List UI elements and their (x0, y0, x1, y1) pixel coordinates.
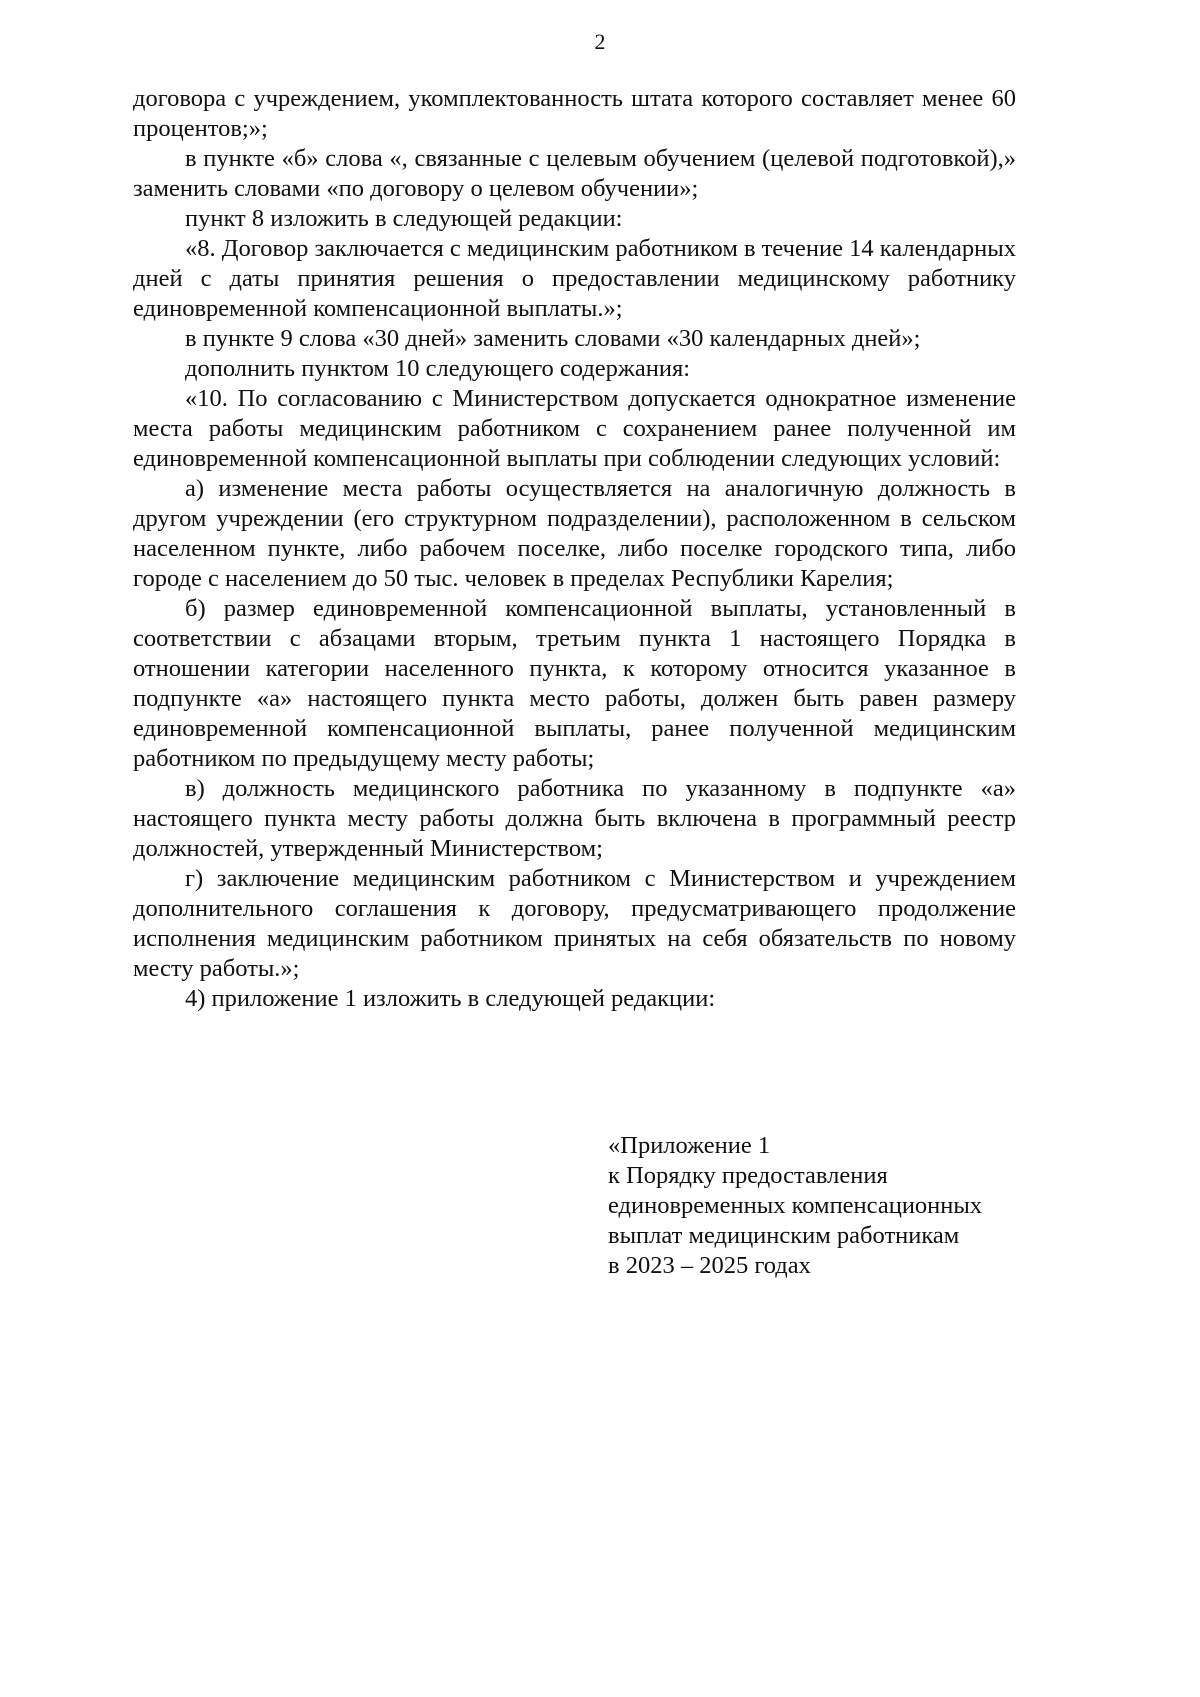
paragraph-subitem-v: в) должность медицинского работника по указанному в подпункте «а» настоящего пункта месту работы должна быть включена в программный реестр должностей, утвержденный Министерством; (133, 775, 1016, 862)
paragraph-subitem-a: а) изменение места работы осуществляется на аналогичную должность в другом учреждении (его структурном подразделении), расположенном в сельском населенном пункте, либо рабочем поселке, либо поселке городского типа, либо городе с населением до 50 тыс. человек в пределах Республики Карелия; (133, 475, 1016, 592)
appendix-title: «Приложение 1 (608, 1132, 771, 1159)
paragraph-point-8-text: «8. Договор заключается с медицинским работником в течение 14 календарных дней с даты принятия решения о предоставлении медицинскому работнику единовременной компенсационной выплаты.»; (133, 235, 1016, 322)
appendix-line: в 2023 – 2025 годах (608, 1252, 811, 1279)
paragraph-point-9: в пункте 9 слова «30 дней» заменить словами «30 календарных дней»; (185, 325, 921, 352)
paragraph-continuation: договора с учреждением, укомплектованность штата которого составляет менее 60 процентов;»; (133, 85, 1016, 142)
appendix-line: выплат медицинским работникам (608, 1222, 960, 1249)
appendix-line: единовременных компенсационных (608, 1192, 983, 1219)
appendix-header (608, 1131, 1088, 1281)
paragraph-appendix-intro: 4) приложение 1 изложить в следующей редакции: (185, 985, 716, 1012)
document-body (133, 84, 1016, 1014)
appendix-line: к Порядку предоставления (608, 1162, 888, 1189)
page-number: 2 (594, 29, 606, 54)
paragraph-point-8-intro: пункт 8 изложить в следующей редакции: (185, 205, 623, 232)
paragraph-point-10-intro: дополнить пунктом 10 следующего содержания: (185, 355, 691, 382)
paragraph-subitem-g: г) заключение медицинским работником с Министерством и учреждением дополнительного соглашения к договору, предусматривающего продолжение исполнения медицинским работником принятых на себя обязательств по новому месту работы.»; (133, 865, 1016, 982)
paragraph-point-10-text: «10. По согласованию с Министерством допускается однократное изменение места работы медицинским работником с сохранением ранее полученной им единовременной компенсационной выплаты при соблюдении следующих условий: (133, 385, 1016, 472)
paragraph-subitem-b: б) размер единовременной компенсационной выплаты, установленный в соответствии с абзацами вторым, третьим пункта 1 настоящего Порядка в отношении категории населенного пункта, к которому относится указанное в подпункте «а» настоящего пункта место работы, должен быть равен размеру единовременной компенсационной выплаты, ранее полученной медицинским работником по предыдущему месту работы; (133, 595, 1016, 772)
paragraph-item-b: в пункте «б» слова «, связанные с целевым обучением (целевой подготовкой),» заменить словами «по договору о целевом обучении»; (133, 145, 1016, 202)
